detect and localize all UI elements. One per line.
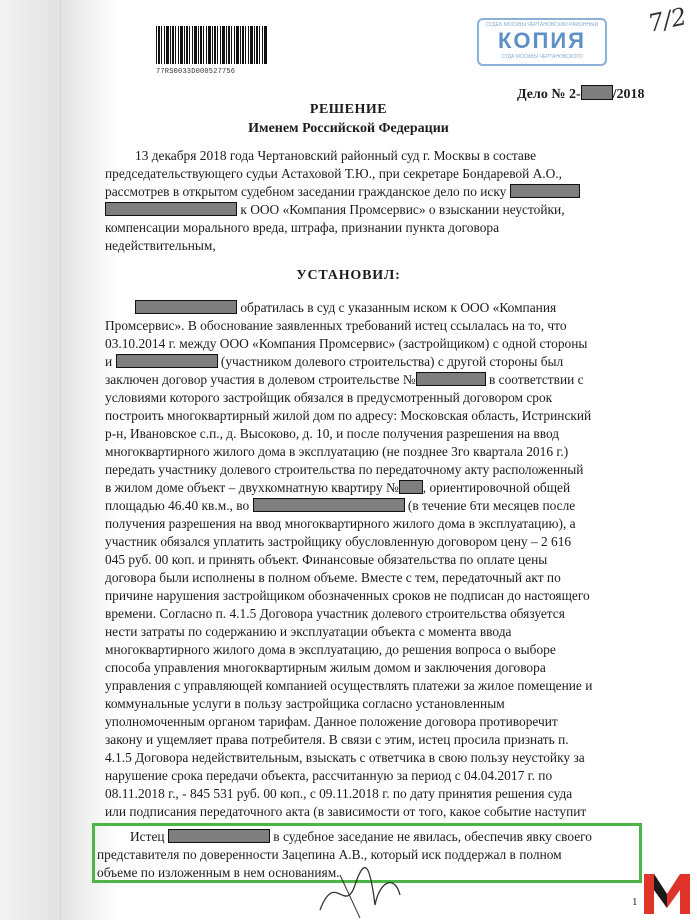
body-line-7: построить многоквартирный жилой дом по адресу: Московская область, Истринский <box>105 408 592 423</box>
body-line-12-b: (в течение 6ти месяцев после <box>407 498 576 513</box>
body-line-8: р-н, Ивановское с.п., д. Высоково, д. 10, и после получения разрешения на ввод <box>105 426 560 441</box>
body-line-18: времени. Согласно п. 4.1.5 Договора участник долевого строительства обязуется <box>105 606 565 621</box>
stamp-bottom-text: СУДА МОСКВЫ ЧЕРТАНОВСКОГО <box>501 54 583 60</box>
redaction-box <box>416 372 486 386</box>
highlight-line-1-b: в судебное заседание не явилась, обеспечив явку своего <box>273 829 593 844</box>
body-line-6: условиями которого застройщик обязался в предусмотренный договором срок <box>105 390 553 405</box>
body-line-15: 045 руб. 00 коп. и принять объект. Финансовые обязательства по оплате цены <box>105 552 548 567</box>
copy-stamp <box>477 18 607 66</box>
handwritten-corner-note: 7/2 <box>645 2 690 38</box>
body-line-1-text: обратилась в суд с указанным иском к ООО «Компания <box>240 300 557 315</box>
redaction-box <box>105 202 237 216</box>
case-number-suffix: /2018 <box>612 87 645 102</box>
intro-line-2: председательствующего судьи Астаховой Т.Ю., при секретаре Бондаревой А.О., <box>105 166 563 181</box>
highlight-line-2: представителя по доверенности Зацепина А.В., который иск поддержал в полном <box>97 847 562 862</box>
body-line-17: причине нарушения застройщиком обозначенных сроков не подписан до настоящего <box>105 588 590 603</box>
redaction-box <box>135 300 237 314</box>
body-line-24: уполномоченным органом тарифам. Данное положение договора противоречит <box>105 714 558 729</box>
stamp-label: КОПИЯ <box>498 28 586 53</box>
body-line-4-a: и <box>105 354 113 369</box>
redaction-box <box>116 354 218 368</box>
intro-line-4-text: к ООО «Компания Промсервис» о взыскании неустойки, <box>240 202 565 217</box>
body-line-2: Промсервис». В обоснование заявленных требований истец ссылалась на то, что <box>105 318 567 333</box>
case-number <box>517 85 645 103</box>
barcode-number: 77RS0033D000527756 <box>156 68 236 76</box>
body-line-9: многоквартирного жилого дома в эксплуатацию (не позднее 3го квартала 2016 г.) <box>105 444 569 459</box>
decision-title: РЕШЕНИЕ <box>309 102 388 117</box>
intro-line-3-text: рассмотрев в открытом судебном заседании гражданское дело по иску <box>105 184 507 199</box>
body-line-12 <box>105 497 645 515</box>
intro-line-5: компенсации морального вреда, штрафа, признании пункта договора <box>105 220 500 235</box>
redaction-box <box>510 184 580 198</box>
body-line-11-a: в жилом доме объект – двухкомнатную квартиру № <box>105 480 399 495</box>
body-line-20: многоквартирного жилого дома в эксплуатацию, до решения вопроса о выборе <box>105 642 556 657</box>
stamp-top-text: СУДЕБ МОСКВЫ ЧЕРТАНОВСКИЙ РАЙОННЫЙ <box>485 22 599 28</box>
case-number-prefix: Дело № 2- <box>517 87 581 102</box>
body-line-14: участник обязался уплатить застройщику обусловленную договором цену – 2 616 <box>105 534 572 549</box>
body-line-25: закону и ущемляет права потребителя. В связи с этим, истец просила признать п. <box>105 732 569 747</box>
body-line-13: получения разрешения на ввод многоквартирного жилого дома в эксплуатацию), а <box>105 516 576 531</box>
body-line-11 <box>105 479 645 497</box>
body-line-23: коммунальные услуги в пользу застройщика согласно установленным <box>105 696 505 711</box>
body-line-21: способа управления многоквартирным жилым домом и заключения договора <box>105 660 546 675</box>
body-line-3: 03.10.2014 г. между ООО «Компания Промсервис» (застройщиком) с одной стороны <box>105 336 588 351</box>
redaction-box <box>168 829 270 843</box>
body-line-1 <box>135 299 645 317</box>
body-line-27: нарушение срока передачи объекта, рассчитанную за период с 04.04.2017 г. по <box>105 768 553 783</box>
barcode <box>156 26 268 64</box>
body-line-10: передать участнику долевого строительства по передаточному акту расположенный <box>105 462 584 477</box>
redaction-box <box>581 85 613 100</box>
intro-line-3 <box>105 183 645 201</box>
body-line-12-a: площадью 46.40 кв.м., во <box>105 498 250 513</box>
intro-line-6: недействительным, <box>105 238 216 253</box>
established-heading: УСТАНОВИЛ: <box>296 268 401 283</box>
body-line-5 <box>105 371 645 389</box>
decision-subtitle: Именем Российской Федерации <box>248 121 449 136</box>
body-line-4 <box>105 353 645 371</box>
body-line-26: 4.1.5 Договора недействительным, взыскать с ответчика в свою пользу неустойку за <box>105 750 585 765</box>
signature-icon <box>300 860 420 920</box>
page-number: 1 <box>632 896 638 908</box>
body-line-28: 08.11.2018 г., - 845 531 руб. 00 коп., с 09.11.2018 г. по дату принятия решения суда <box>105 786 573 801</box>
highlight-line-1 <box>130 828 640 846</box>
scan-fold-line <box>60 0 61 920</box>
highlight-line-3: объеме по изложенным в нем основаниям. <box>97 865 340 880</box>
body-line-19: нести затраты по содержанию и эксплуатации объекта с момента ввода <box>105 624 512 639</box>
redaction-box <box>253 498 405 512</box>
body-line-29: или подписания передаточного акта (в зависимости от того, какое событие наступит <box>105 804 587 819</box>
body-line-16: договора были исполнены в полном объеме. Вместе с тем, передаточный акт по <box>105 570 561 585</box>
body-line-11-b: , ориентировочной общей <box>422 480 571 495</box>
intro-line-1: 13 декабря 2018 года Чертановский районный суд г. Москвы в составе <box>135 148 537 163</box>
body-line-5-b: в соответствии с <box>488 372 584 387</box>
redaction-box <box>399 480 423 494</box>
body-line-22: управления с управляющей компанией осуществлять платежи за жилое помещение и <box>105 678 593 693</box>
body-line-5-a: заключен договор участия в долевом строительстве № <box>105 372 416 387</box>
intro-line-4 <box>105 201 645 219</box>
m-logo-icon <box>642 870 692 916</box>
highlight-line-1-a: Истец <box>130 829 165 844</box>
body-line-4-b: (участником долевого строительства) с другой стороны был <box>220 354 564 369</box>
